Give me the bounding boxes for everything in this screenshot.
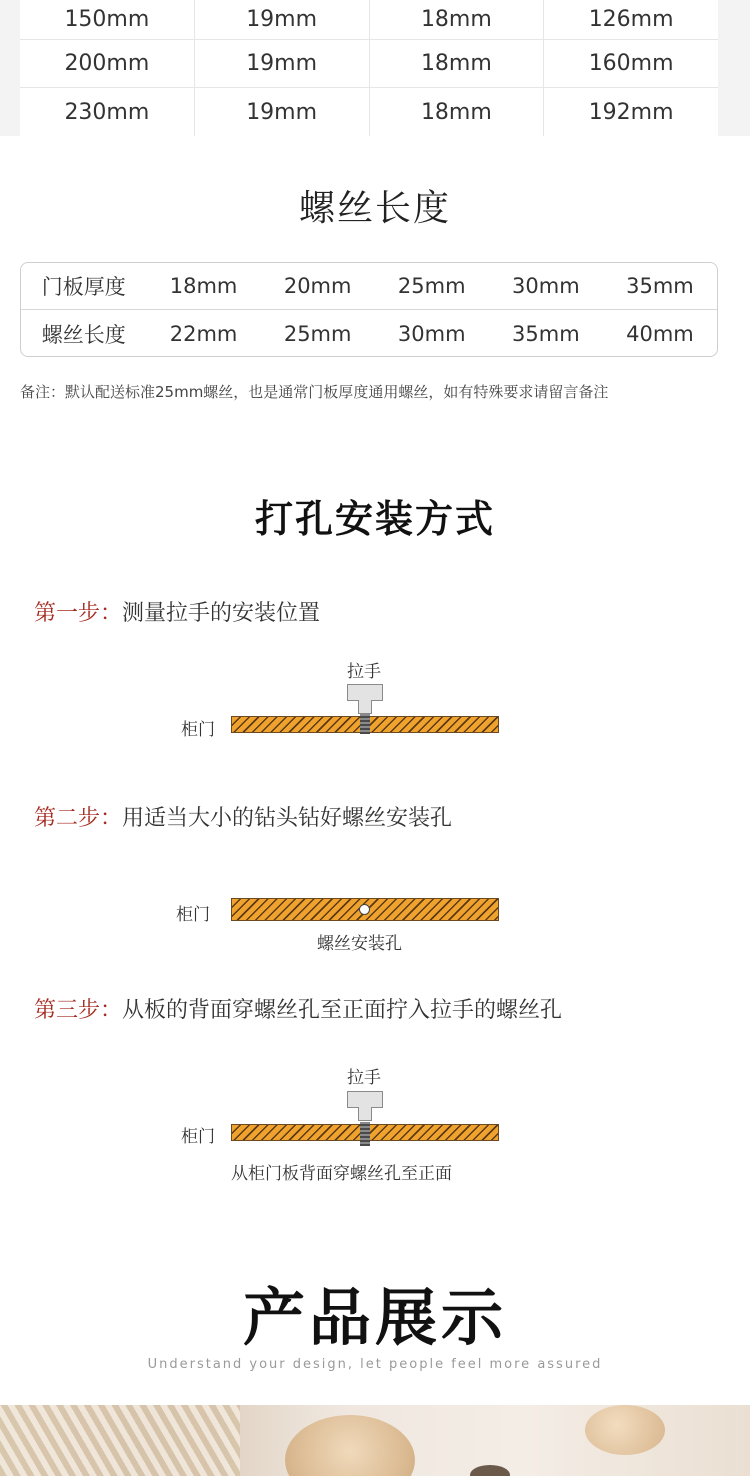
screw-icon [360, 714, 370, 734]
table-cell: 18mm [370, 0, 545, 39]
step-number: 第二步： [34, 806, 123, 831]
table-cell: 35mm [626, 274, 694, 298]
through-back-label: 从柜门板背面穿螺丝孔至正面 [231, 1164, 452, 1184]
step-number: 第三步： [34, 998, 123, 1023]
handle-label: 拉手 [347, 1068, 381, 1088]
table-cell: 126mm [588, 7, 674, 32]
door-label: 柜门 [181, 1127, 215, 1147]
size-table [20, 0, 718, 136]
table-cell: 25mm [283, 321, 352, 346]
table-cell: 19mm [195, 88, 370, 136]
screw-hole-icon [359, 904, 370, 915]
screw-hole-label: 螺丝安装孔 [317, 934, 402, 954]
table-cell: 35mm [512, 321, 580, 346]
table-cell: 22mm [169, 321, 238, 346]
handle-label: 拉手 [347, 662, 381, 682]
table-cell: 19mm [195, 0, 370, 39]
product-photo [0, 1405, 750, 1476]
table-row [20, 88, 718, 136]
table-cell: 160mm [588, 51, 674, 76]
table-row [21, 263, 717, 310]
section-title-product: 产品展示 [242, 1281, 507, 1354]
photo-fabric [0, 1405, 240, 1476]
handle-icon [347, 1091, 383, 1108]
table-cell: 230mm [20, 88, 195, 136]
size-table-section [0, 0, 750, 136]
photo-wooden-knob [285, 1415, 415, 1476]
table-cell: 20mm [283, 274, 352, 298]
table-row [20, 0, 718, 40]
door-label: 柜门 [181, 720, 215, 740]
step-text: 测量拉手的安装位置 [122, 601, 321, 626]
table-cell: 40mm [626, 321, 694, 346]
step-3 [34, 993, 562, 1024]
step-number: 第一步： [34, 601, 123, 626]
row-header: 门板厚度 [41, 275, 126, 299]
table-cell: 18mm [169, 274, 238, 298]
step-text: 用适当大小的钻头钻好螺丝安装孔 [122, 806, 453, 831]
section-title-installation: 打孔安装方式 [254, 497, 495, 541]
step-2 [34, 801, 452, 832]
handle-neck [358, 1107, 372, 1121]
table-cell: 30mm [512, 274, 580, 298]
row-header: 螺丝长度 [41, 322, 126, 347]
table-row [21, 310, 717, 357]
photo-shadow [470, 1465, 510, 1476]
section-subtitle-product: Understand your design, let people feel more assured [147, 1357, 603, 1372]
screw-length-table [20, 262, 718, 357]
screw-note: 备注：默认配送标准25mm螺丝，也是通常门板厚度通用螺丝，如有特殊要求请留言备注 [20, 383, 609, 401]
photo-wooden-knob-2 [585, 1405, 665, 1455]
table-cell: 150mm [20, 0, 195, 39]
step-text: 从板的背面穿螺丝孔至正面拧入拉手的螺丝孔 [122, 998, 563, 1023]
table-cell: 192mm [588, 99, 674, 125]
handle-icon [347, 684, 383, 701]
section-title-screw-length: 螺丝长度 [298, 188, 451, 229]
table-cell: 200mm [20, 40, 195, 87]
table-cell: 25mm [397, 274, 466, 298]
table-cell: 18mm [370, 88, 545, 136]
table-cell: 19mm [195, 40, 370, 87]
door-label: 柜门 [176, 905, 210, 925]
table-row [20, 40, 718, 88]
screw-icon [360, 1122, 370, 1146]
table-cell: 18mm [370, 40, 545, 87]
handle-neck [358, 700, 372, 714]
table-cell: 30mm [397, 321, 466, 346]
step-1 [34, 596, 320, 627]
